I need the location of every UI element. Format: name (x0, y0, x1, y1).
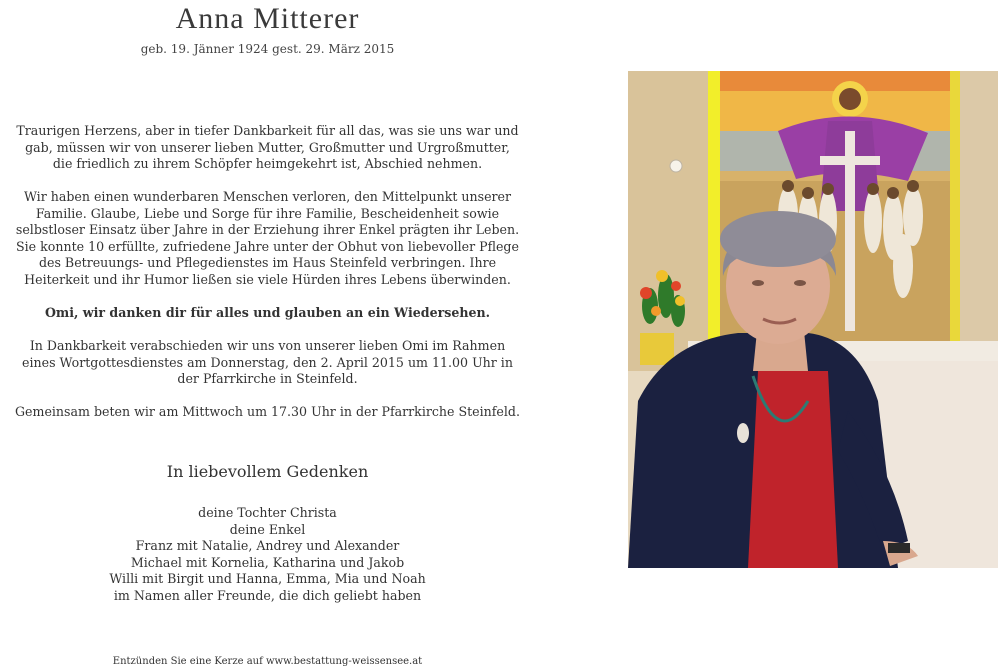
family-line: deine Tochter Christa (198, 505, 337, 520)
paragraph-mourning: Traurigen Herzens, aber in tiefer Dankbarkeit für all das, was sie uns war und gab, müssen wir von unserer lieben Mutter, Großmutter und Urgroßmutter, die friedlich zu ihrem Schöpfer heimgekehrt ist, Abschied nehmen. (16, 123, 519, 172)
family-list (0, 505, 535, 605)
family-line: Franz mit Natalie, Andrey und Alexander (135, 538, 400, 554)
portrait-photo (628, 71, 998, 568)
paragraph-service: In Dankbarkeit verabschieden wir uns von unserer lieben Omi im Rahmen eines Wortgottesdienstes am Donnerstag, den 2. April 2015 um 11.00 Uhr in der Pfarrkirche in Steinfeld. (22, 338, 513, 387)
family-line: Willi mit Birgit und Hanna, Emma, Mia und Noah (109, 571, 426, 587)
candle-link-text: Entzünden Sie eine Kerze auf www.bestattung-weissensee.at (112, 656, 423, 667)
family-line: deine Enkel (229, 521, 306, 537)
family-line: Michael mit Kornelia, Katharina und Jakob (130, 554, 405, 570)
paragraph-tribute: Wir haben einen wunderbaren Menschen verloren, den Mittelpunkt unserer Familie. Glaube, Liebe und Sorge für ihre Familie, Bescheidenheit sowie selbstloser Einsatz über Jahre in der Erziehung ihrer Enkel prägten ihr Leben. Sie konnte 10 erfüllte, zufriedene Jahre unter der Obhut von liebevoller Pflege des Betreuungs- und Pflegedienstes im Haus Steinfeld verbringen. Ihre Heiterkeit und ihr Humor ließen sie viele Hürden ihres Lebens überwinden. (15, 189, 520, 287)
family-line: im Namen aller Freunde, die dich geliebt haben (113, 587, 422, 603)
paragraph-thanks: Omi, wir danken dir für alles und glauben an ein Wiedersehen. (44, 305, 491, 320)
deceased-name: Anna Mitterer (175, 2, 360, 35)
closing-heading: In liebevollem Gedenken (166, 462, 369, 481)
birth-death-dates: geb. 19. Jänner 1924 gest. 29. März 2015 (140, 42, 395, 56)
paragraph-prayer: Gemeinsam beten wir am Mittwoch um 17.30 Uhr in der Pfarrkirche Steinfeld. (15, 404, 520, 419)
